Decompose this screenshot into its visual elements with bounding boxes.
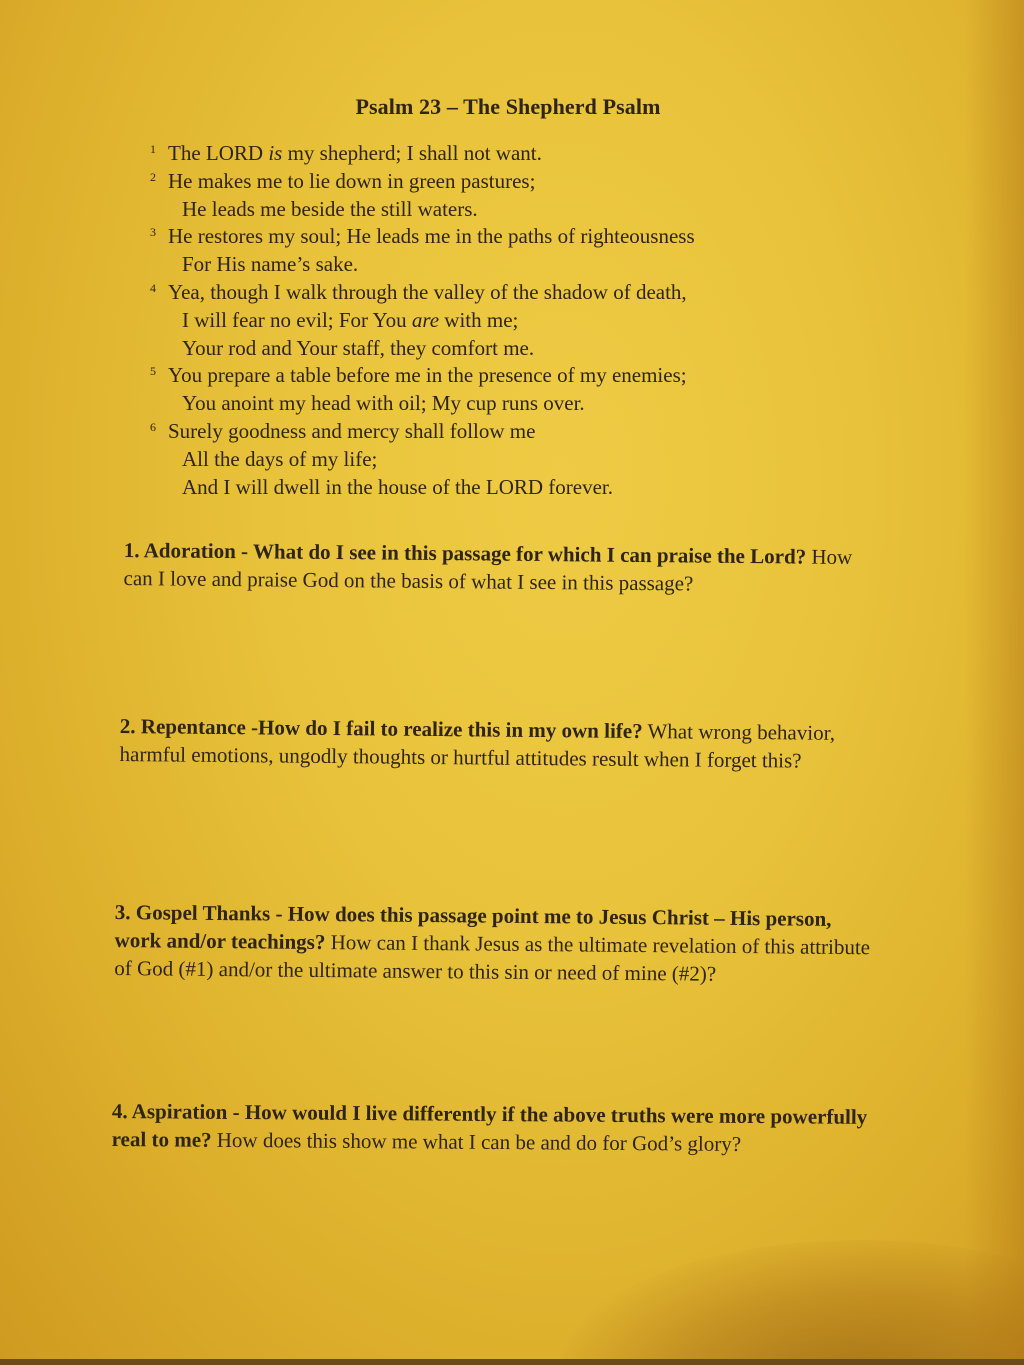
verse-number: 3 [150, 225, 156, 240]
verse-line: You anoint my head with oil; My cup runs over. [182, 391, 585, 416]
verse-line: 2 He makes me to lie down in green pastures; [148, 168, 848, 196]
verse-line: For His name’s sake. [182, 252, 359, 277]
question-adoration [123, 536, 884, 599]
verse-line: 6 Surely goodness and mercy shall follow me [148, 418, 848, 446]
verse-number: 1 [150, 142, 156, 156]
verse-number: 5 [150, 364, 156, 379]
psalm-text [148, 140, 848, 501]
question-gospel-thanks [114, 898, 875, 989]
verse-line: All the days of my life; [182, 446, 378, 471]
question-heading: 3. Gospel Thanks - How does this passage point me to Jesus Christ – His person, work and/or teachings? [114, 899, 832, 955]
question-body: How can I love and praise God on the basis of what I see in this passage? [123, 544, 853, 596]
verse-line: 5 You prepare a table before me in the presence of my enemies; [148, 362, 848, 390]
verse-line: 3 He restores my soul; He leads me in the paths of righteousness [148, 223, 848, 251]
verse-line: Your rod and Your staff, they comfort me. [182, 335, 535, 360]
hand-shadow [560, 1240, 1024, 1365]
question-body: How can I thank Jesus as the ultimate revelation of this attribute of God (#1) and/or the ultimate answer to this sin or need of mine (#2)? [114, 930, 871, 986]
verse-number: 6 [150, 419, 156, 434]
question-body: What wrong behavior, harmful emotions, ungodly thoughts or hurtful attitudes result when I forget this? [119, 719, 836, 773]
question-heading: 1. Adoration - What do I see in this passage for which I can praise the Lord? [123, 537, 807, 569]
page-title: Psalm 23 – The Shepherd Psalm [355, 94, 661, 119]
verse-line: 1 The LORD is my shepherd; I shall not want. [148, 140, 848, 168]
paper-edge-shadow [964, 0, 1024, 1365]
verse-number: 2 [150, 169, 156, 184]
table-edge [0, 1359, 1024, 1365]
question-aspiration [112, 1097, 872, 1159]
question-repentance [119, 712, 880, 775]
verse-line: He leads me beside the still waters. [182, 196, 478, 221]
verse-line: I will fear no evil; For You are with me; [182, 307, 519, 332]
question-heading: 2. Repentance -How do I fail to realize this in my own life? [119, 713, 643, 744]
question-body: How does this show me what I can be and do for God’s glory? [211, 1127, 742, 1156]
verse-number: 4 [150, 280, 156, 295]
question-heading: 4. Aspiration - How would I live differently if the above truths were more powerfully real to me? [111, 1098, 868, 1152]
verse-line: And I will dwell in the house of the LORD forever. [182, 474, 613, 499]
verse-line: 4 Yea, though I walk through the valley of the shadow of death, [148, 279, 848, 307]
